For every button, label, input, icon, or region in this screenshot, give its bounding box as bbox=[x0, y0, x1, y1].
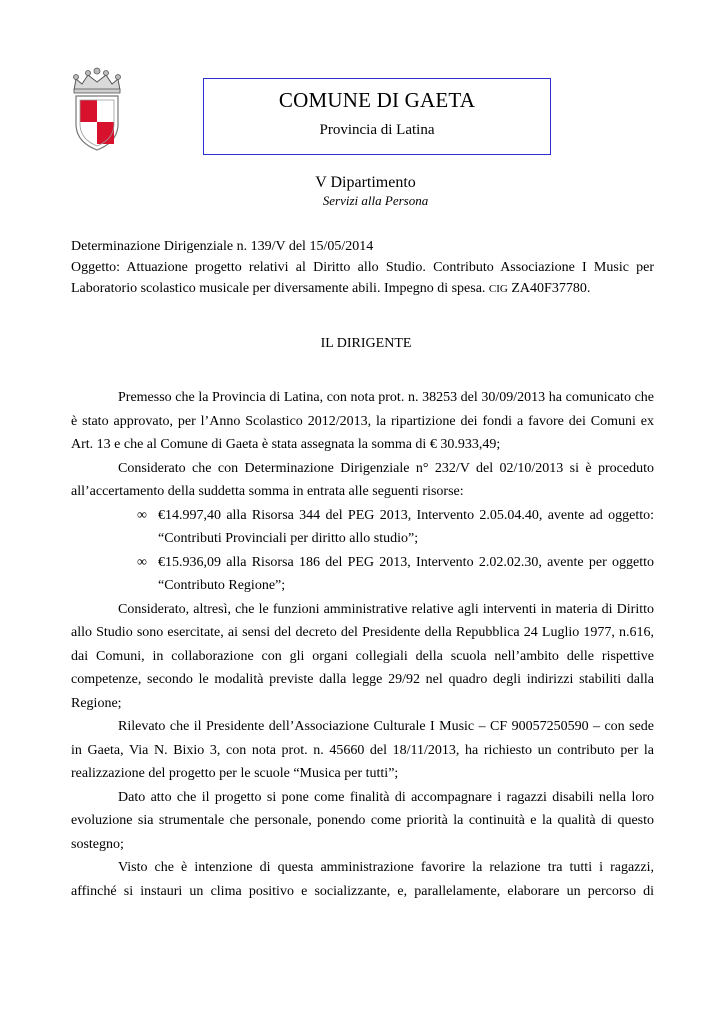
bullet-item bbox=[71, 551, 654, 598]
paragraph-rilevato: Rilevato che il Presidente dell’Associazione Culturale I Music – CF 90057250590 – con sede in Gaeta, Via N. Bixio 3, con nota prot. n. 45660 del 18/11/2013, ha richiesto un contributo per la realizzazione del progetto per le scuole “Musica per tutti”; bbox=[71, 719, 654, 781]
infinity-bullet-icon: ∞ bbox=[137, 507, 147, 523]
bullet-item bbox=[71, 504, 654, 551]
section-title: IL DIRIGENTE bbox=[320, 336, 412, 351]
department-block bbox=[0, 174, 724, 209]
cig-label: CIG bbox=[488, 283, 508, 295]
determination-number: Determinazione Dirigenziale n. 139/V del 15/05/2014 bbox=[71, 239, 374, 254]
cig-code: ZA40F37780. bbox=[511, 281, 591, 296]
subject-line-1: Oggetto: Attuazione progetto relativi al Diritto allo Studio. Contributo Associazione I Music per bbox=[71, 260, 654, 275]
paragraph-considerato-altresi: Considerato, altresì, che le funzioni amministrative relative agli interventi in materia di Diritto allo Studio sono esercitate, ai sensi del decreto del Presidente della Repubblica 24 Luglio 1977, n.616, dai Comuni, in collaborazione con gli organi collegiali della scuola nell’ambito delle rispettive competenze, secondo le modalità previste dalla legge 29/92 nel quadro degli indirizzi stabiliti dalla Regione; bbox=[71, 601, 654, 711]
bullet-text: €15.936,09 alla Risorsa 186 del PEG 2013, Intervento 2.02.02.30, avente per oggetto “Contributo Regione”; bbox=[158, 554, 654, 593]
paragraph-dato-atto: Dato atto che il progetto si pone come finalità di accompagnare i ragazzi disabili nella loro evoluzione sia strumentale che personale, ponendo come priorità la continuità e la qualità di questo sostegno; bbox=[71, 789, 654, 852]
department-title: V Dipartimento bbox=[315, 174, 416, 191]
infinity-bullet-icon: ∞ bbox=[137, 554, 147, 570]
paragraph-considerato: Considerato che con Determinazione Dirigenziale n° 232/V del 02/10/2013 si è proceduto all’accertamento della suddetta somma in entrata alle seguenti risorse: bbox=[71, 460, 654, 499]
department-subtitle: Servizi alla Persona bbox=[322, 193, 429, 208]
subject-line-2-text: Laboratorio scolastico musicale per diversamente abili. Impegno di spesa. bbox=[71, 281, 486, 296]
municipality-name: COMUNE DI GAETA bbox=[278, 88, 476, 112]
document-body bbox=[71, 386, 654, 903]
bullet-text: €14.997,40 alla Risorsa 344 del PEG 2013, Intervento 2.05.04.40, avente ad oggetto: “Contributi Provinciali per diritto allo studio”; bbox=[158, 507, 654, 546]
header-box bbox=[203, 78, 551, 155]
determination-block bbox=[71, 236, 654, 300]
paragraph-visto: Visto che è intenzione di questa amministrazione favorire la relazione tra tutti i ragazzi, affinché si instauri un clima positivo e socializzante, e, parallelamente, elaborare un percorso di bbox=[71, 860, 654, 899]
gaeta-coat-of-arms-icon bbox=[70, 66, 124, 152]
paragraph-premesso: Premesso che la Provincia di Latina, con nota prot. n. 38253 del 30/09/2013 ha comunicato che è stato approvato, per l’Anno Scolastico 2012/2013, la ripartizione dei fondi a favore dei Comuni ex Art. 13 e che al Comune di Gaeta è stata assegnata la somma di € 30.933,49; bbox=[71, 390, 654, 452]
province-name: Provincia di Latina bbox=[319, 122, 435, 138]
subject-line-2 bbox=[71, 278, 654, 300]
